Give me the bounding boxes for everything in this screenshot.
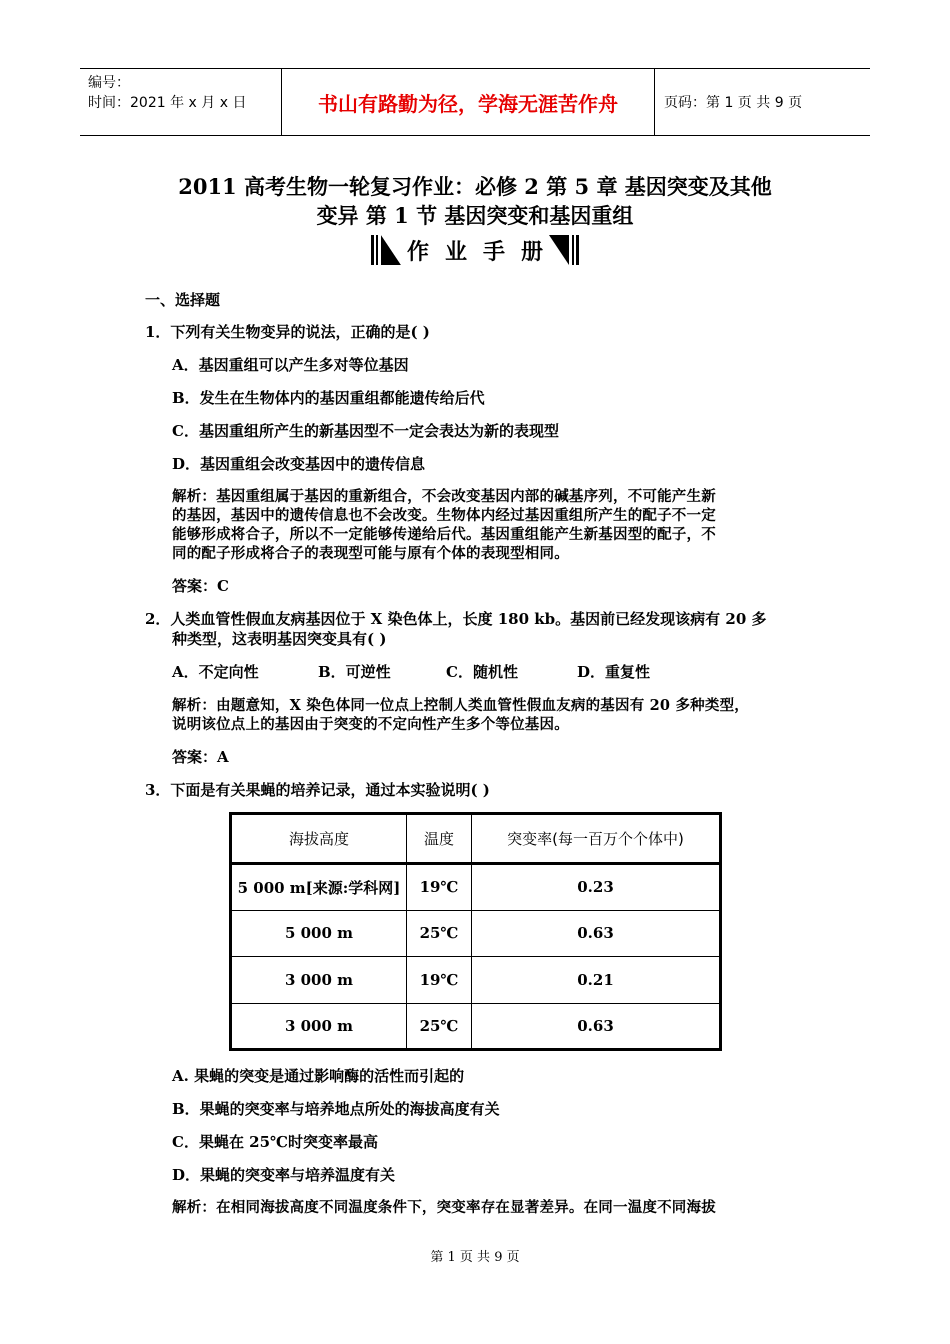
time-label: 时间：2021 年 x 月 x 日: [88, 95, 247, 111]
q1-option-c: C．基因重组所产生的新基因型不一定会表达为新的表现型: [172, 422, 559, 440]
q3-explanation-line: 解析：在相同海拔高度不同温度条件下，突变率存在显著差异。在同一温度不同海拔: [172, 1199, 716, 1216]
q2-option-a: A．不定向性: [172, 663, 259, 681]
banner-char: 业: [444, 239, 467, 265]
code-label: 编号：: [88, 75, 130, 91]
table-cell: 0.63: [472, 1003, 721, 1050]
title-line-1: 2011 高考生物一轮复习作业：必修 2 第 5 章 基因突变及其他: [178, 174, 772, 199]
homework-banner: [371, 235, 579, 265]
page-footer: 第 1 页 共 9 页: [430, 1250, 520, 1265]
table-header-mutation-rate: 突变率(每一百万个个体中): [472, 814, 721, 864]
q2-explanation-line: 解析：由题意知，X 染色体同一位点上控制人类血管性假血友病的基因有 20 多种类型，: [172, 697, 749, 714]
title-line-2: 变异 第 1 节 基因突变和基因重组: [316, 203, 634, 228]
table-cell: 3 000 m: [231, 957, 407, 1004]
header-meta: [80, 69, 281, 135]
q1-stem: 1．下列有关生物变异的说法，正确的是( ): [145, 323, 430, 341]
banner-char: 作: [407, 239, 430, 265]
q1-explanation-line: 能够形成将合子，所以不一定能够传递给后代。基因重组能产生新基因型的配子，不: [172, 526, 716, 543]
table-header-altitude: 海拔高度: [231, 814, 407, 864]
table-row: [231, 864, 721, 911]
q2-answer: 答案：A: [172, 748, 229, 766]
table-header-row: [231, 814, 721, 864]
q1-explanation-line: 解析：基因重组属于基因的重新组合，不会改变基因内部的碱基序列，不可能产生新: [172, 488, 716, 505]
q1-explanation-line: 同的配子形成将合子的表现型可能与原有个体的表现型相同。: [172, 545, 569, 562]
section-heading: 一、选择题: [145, 291, 221, 309]
table-cell: 5 000 m[来源:学科网]: [231, 864, 407, 911]
q2-explanation-line: 说明该位点上的基因由于突变的不定向性产生多个等位基因。: [172, 716, 569, 733]
q3-option-b: B．果蝇的突变率与培养地点所处的海拔高度有关: [172, 1100, 500, 1118]
table-cell: 19℃: [407, 957, 472, 1004]
q1-option-a: A．基因重组可以产生多对等位基因: [172, 356, 409, 374]
q2-option-c: C．随机性: [446, 663, 518, 681]
table-cell: 0.23: [472, 864, 721, 911]
q3-option-d: D．果蝇的突变率与培养温度有关: [172, 1166, 396, 1184]
table-cell: 19℃: [407, 864, 472, 911]
banner-char: 手: [482, 239, 505, 265]
q1-answer: 答案：C: [172, 577, 229, 595]
q2-stem-line-2: 种类型，这表明基因突变具有( ): [172, 630, 387, 648]
table-cell: 25℃: [407, 910, 472, 957]
table-cell: 3 000 m: [231, 1003, 407, 1050]
q1-option-d: D．基因重组会改变基因中的遗传信息: [172, 455, 426, 473]
q2-option-d: D．重复性: [577, 663, 651, 681]
table-row: [231, 1003, 721, 1050]
q1-option-b: B．发生在生物体内的基因重组都能遗传给后代: [172, 389, 485, 407]
q2-stem-line-1: 2．人类血管性假血友病基因位于 X 染色体上，长度 180 kb。基因前已经发现该病有 20 多: [145, 610, 767, 628]
table-row: [231, 957, 721, 1004]
table-row: [231, 910, 721, 957]
table-cell: 0.63: [472, 910, 721, 957]
q3-option-a: A. 果蝇的突变是通过影响酶的活性而引起的: [172, 1067, 465, 1085]
document-header: [80, 68, 870, 136]
header-page-info: 页码：第 1 页 共 9 页: [664, 95, 803, 111]
banner-char: 册: [520, 239, 543, 265]
q3-option-c: C．果蝇在 25℃时突变率最高: [172, 1133, 379, 1151]
q3-stem: 3．下面是有关果蝇的培养记录，通过本实验说明( ): [145, 781, 490, 799]
table-cell: 0.21: [472, 957, 721, 1004]
table-cell: 25℃: [407, 1003, 472, 1050]
q2-option-b: B．可逆性: [318, 663, 391, 681]
header-motto: 书山有路勤为径，学海无涯苦作舟: [281, 69, 655, 135]
mutation-rate-table: [229, 812, 722, 1051]
table-cell: 5 000 m: [231, 910, 407, 957]
q1-explanation-line: 的基因，基因中的遗传信息也不会改变。生物体内经过基因重组所产生的配子不一定: [172, 507, 716, 524]
table-header-temperature: 温度: [407, 814, 472, 864]
